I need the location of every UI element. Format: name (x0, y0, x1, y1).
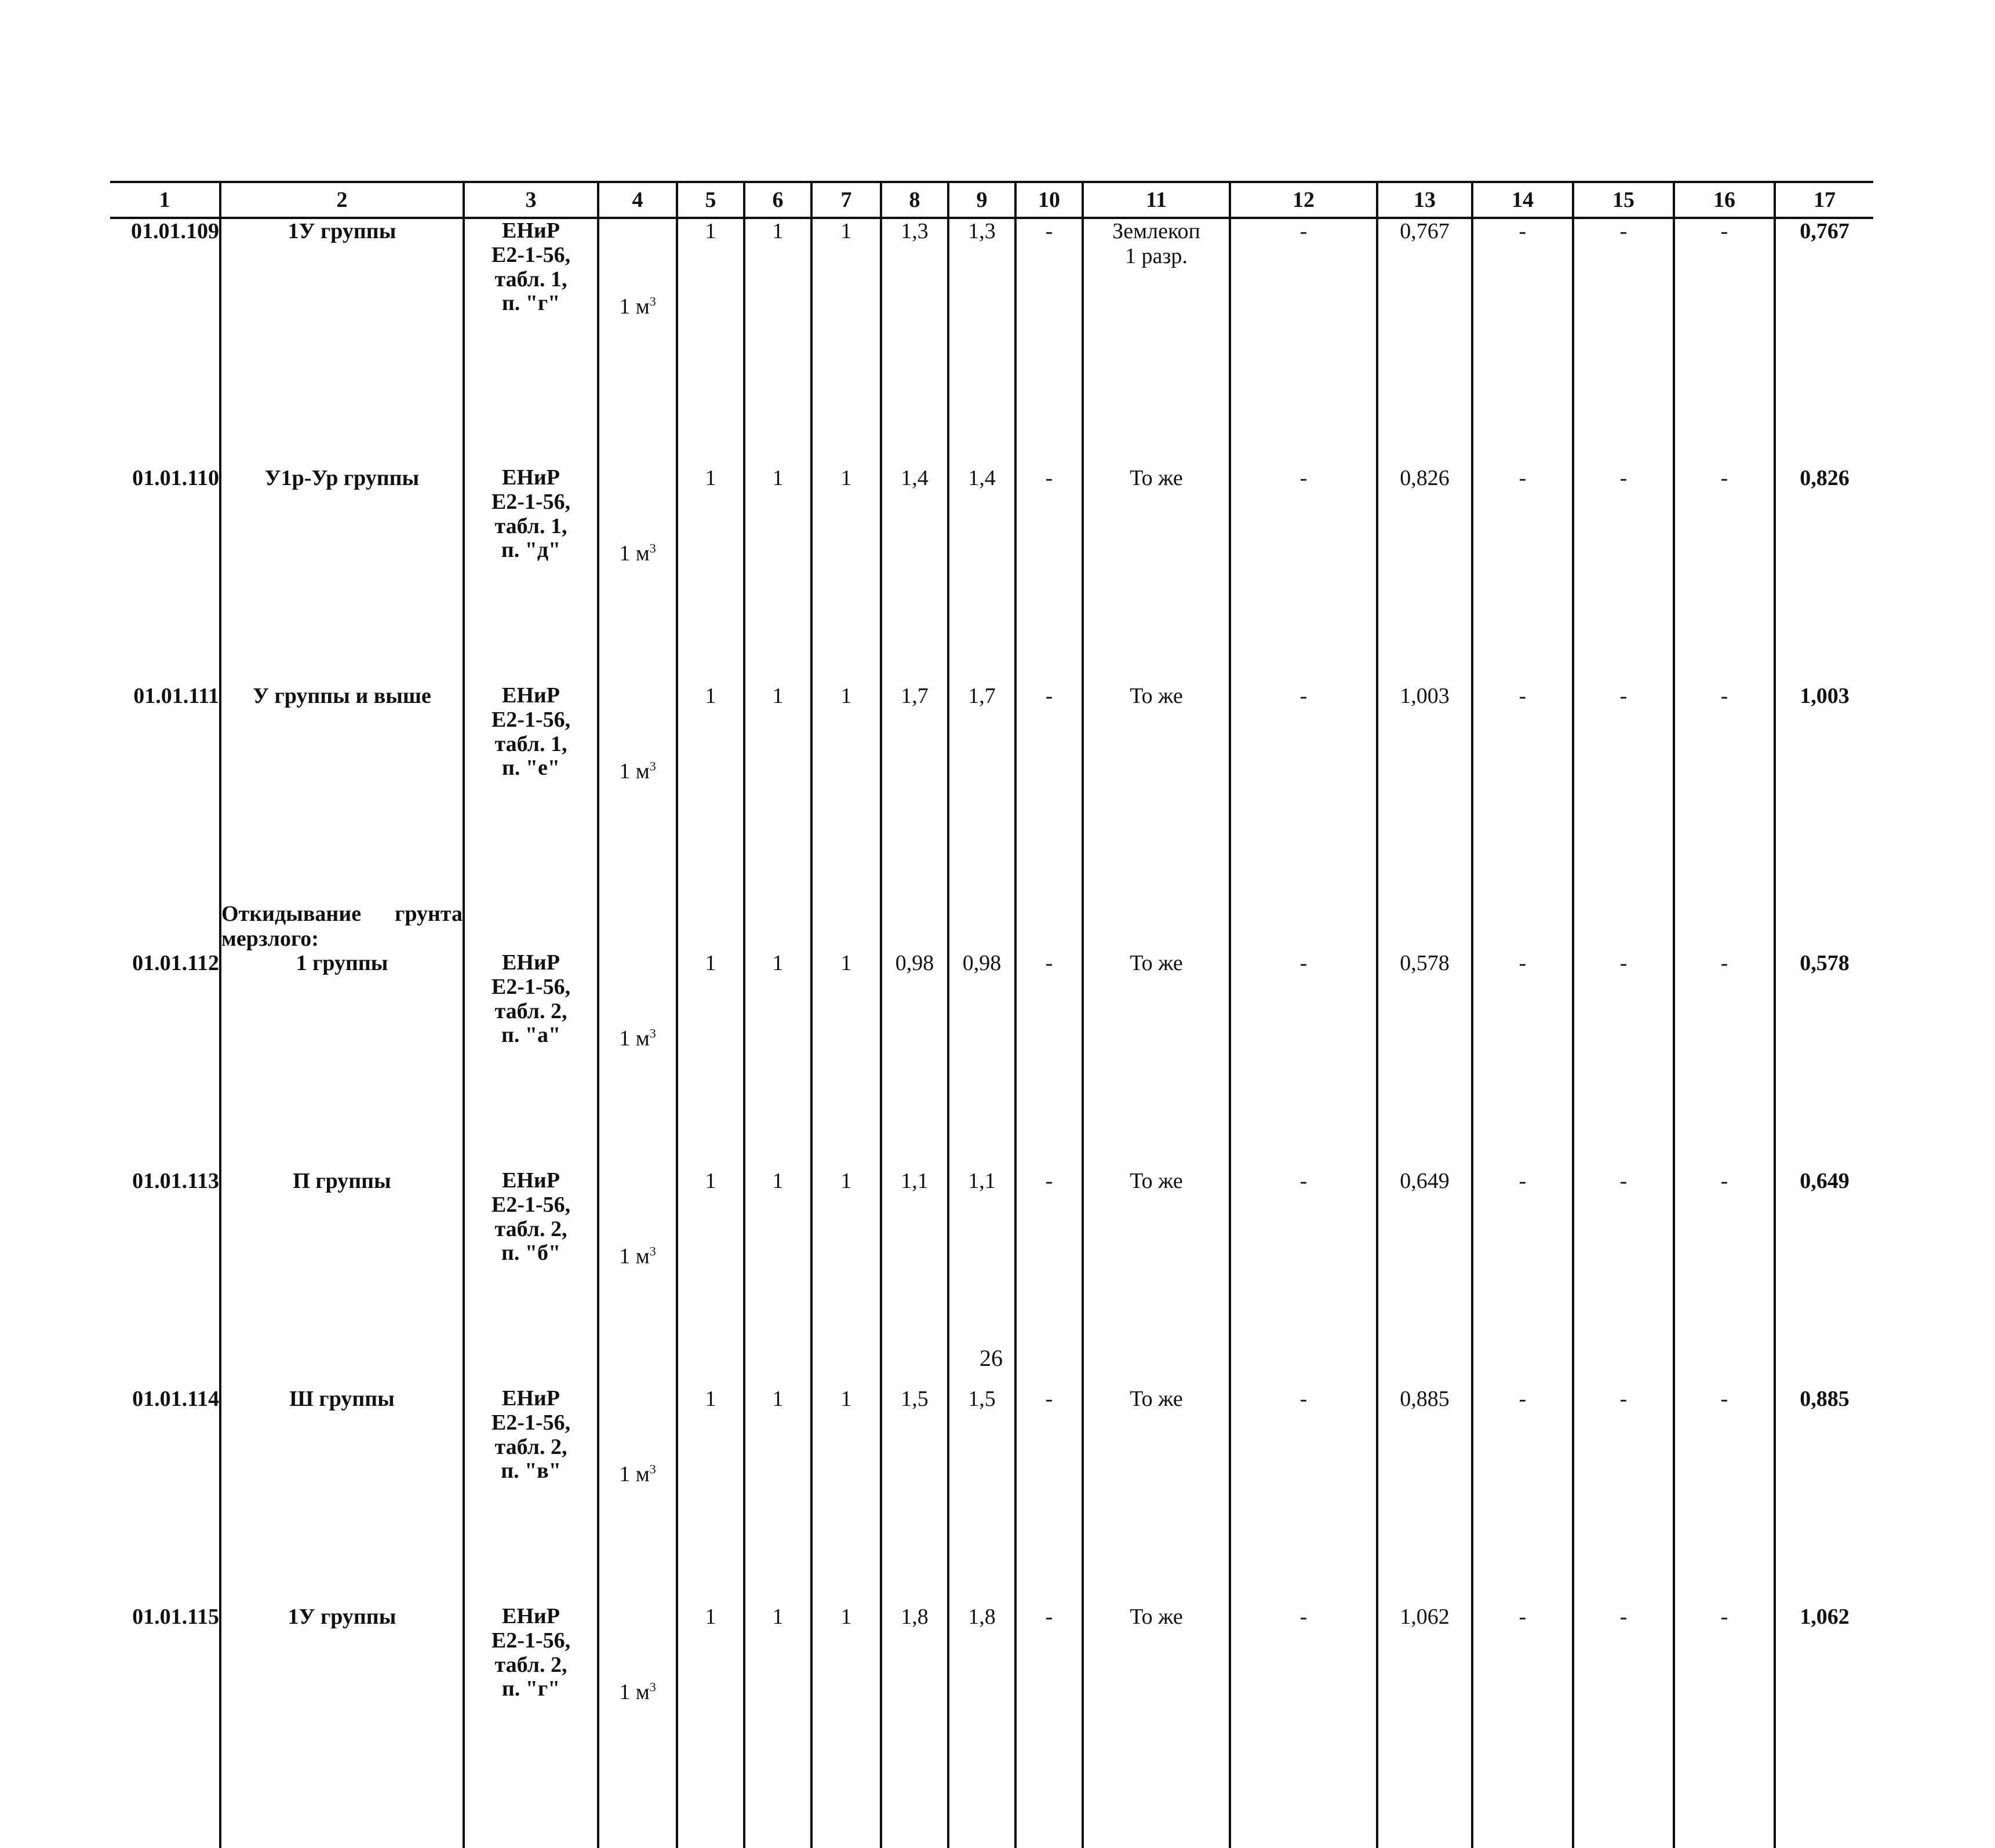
cell-c16: - (1674, 1605, 1775, 1848)
cell-c7: 1 (811, 466, 881, 684)
cell-c10: - (1015, 684, 1083, 902)
col-header-16: 16 (1674, 182, 1775, 218)
cell-line: табл. 2, (494, 1216, 567, 1241)
cell-c16: - (1674, 1169, 1775, 1387)
cell-line: ЕНиР (501, 1386, 560, 1411)
table-cell (1674, 902, 1775, 951)
cell-c13: 0,578 (1377, 951, 1472, 1169)
col-header-12: 12 (1230, 182, 1377, 218)
cell-c15: - (1573, 684, 1674, 902)
cell-line: То же (1130, 1605, 1183, 1630)
cell-line: Е2-1-56, (491, 242, 571, 267)
col-header-1: 1 (110, 182, 220, 218)
cell-c10: - (1015, 951, 1083, 1169)
col-header-5: 5 (677, 182, 744, 218)
cell-c5: 1 (677, 1169, 744, 1387)
table-cell (948, 902, 1015, 951)
table-cell (464, 902, 598, 951)
col-header-14: 14 (1472, 182, 1573, 218)
table-cell (110, 902, 220, 951)
table-cell (677, 902, 744, 951)
cell-c6: 1 (744, 466, 811, 684)
cell-c12: - (1230, 466, 1377, 684)
unit-exponent: 3 (649, 294, 656, 309)
cell-c12: - (1230, 1387, 1377, 1605)
cell-line: табл. 2, (494, 998, 567, 1023)
unit-exponent: 3 (649, 1679, 656, 1694)
cell-line: п. "г" (501, 1676, 560, 1701)
col-header-7: 7 (811, 182, 881, 218)
cell-c7: 1 (811, 1169, 881, 1387)
row-code: 01.01.112 (132, 951, 219, 976)
table-cell (1573, 902, 1674, 951)
cell-c17: 0,767 (1775, 218, 1873, 466)
cell-c9: 0,98 (948, 951, 1015, 1169)
table-cell (1083, 902, 1230, 951)
cell-c17: 0,826 (1775, 466, 1873, 684)
cell-c5: 1 (677, 951, 744, 1169)
unit-text: 1 м (619, 1462, 650, 1487)
cell-line: То же (1130, 1387, 1183, 1412)
table-cell (881, 902, 948, 951)
cell-c8: 1,8 (881, 1605, 948, 1848)
cell-c8: 1,3 (881, 218, 948, 466)
table-cell (744, 902, 811, 951)
row-worker (1083, 1387, 1230, 1605)
cell-c12: - (1230, 1605, 1377, 1848)
unit-text: 1 м (619, 759, 650, 783)
row-unit (598, 1169, 677, 1387)
cell-c13: 0,649 (1377, 1169, 1472, 1387)
cell-line: Е2-1-56, (491, 707, 571, 732)
cell-c10: - (1015, 1387, 1083, 1605)
unit-text: 1 м (619, 1026, 650, 1051)
cell-line: табл. 2, (494, 1652, 567, 1677)
cell-line: табл. 1, (494, 731, 567, 756)
row-reference (464, 466, 598, 684)
row-name: 1 группы (220, 951, 464, 1169)
cell-line: ЕНиР (501, 683, 560, 708)
cell-c5: 1 (677, 466, 744, 684)
cell-line: ЕНиР (501, 465, 560, 490)
row-name: У1р-Ур группы (220, 466, 464, 684)
table-cell (1775, 902, 1873, 951)
row-reference (464, 951, 598, 1169)
cell-c12: - (1230, 1169, 1377, 1387)
table-row (110, 1387, 1873, 1605)
unit-exponent: 3 (649, 541, 656, 556)
cell-line: п. "д" (501, 538, 561, 563)
row-worker (1083, 951, 1230, 1169)
row-name: П группы (220, 1169, 464, 1387)
table-body (110, 218, 1873, 1848)
table-row (110, 951, 1873, 1169)
cell-c14: - (1472, 1387, 1573, 1605)
cell-line: Е2-1-56, (491, 489, 571, 514)
cell-line: табл. 1, (494, 513, 567, 538)
section-heading-line1: Откидывание грунта (221, 902, 463, 926)
cell-c8: 1,5 (881, 1387, 948, 1605)
row-worker (1083, 1169, 1230, 1387)
cell-c16: - (1674, 218, 1775, 466)
cell-c10: - (1015, 218, 1083, 466)
cell-c9: 1,4 (948, 466, 1015, 684)
cell-c13: 1,003 (1377, 684, 1472, 902)
cell-c6: 1 (744, 1605, 811, 1848)
cell-c12: - (1230, 218, 1377, 466)
cell-line: п. "е" (502, 756, 560, 781)
unit-exponent: 3 (649, 1026, 656, 1041)
cell-line: ЕНиР (501, 1604, 560, 1629)
cell-c9: 1,7 (948, 684, 1015, 902)
section-heading-line2: мерзлого: (221, 926, 319, 951)
row-code: 01.01.114 (132, 1387, 219, 1412)
row-code: 01.01.111 (133, 684, 219, 708)
row-reference (464, 1387, 598, 1605)
cell-c5: 1 (677, 1387, 744, 1605)
cell-line: ЕНиР (501, 218, 560, 243)
cell-line: Землекоп (1112, 219, 1200, 243)
cell-c6: 1 (744, 1387, 811, 1605)
row-worker (1083, 466, 1230, 684)
cell-c13: 1,062 (1377, 1605, 1472, 1848)
cell-c9: 1,8 (948, 1605, 1015, 1848)
cell-c14: - (1472, 1169, 1573, 1387)
cell-c14: - (1472, 951, 1573, 1169)
row-code: 01.01.110 (132, 466, 219, 490)
col-header-2: 2 (220, 182, 464, 218)
cell-c17: 0,649 (1775, 1169, 1873, 1387)
section-heading-row (110, 902, 1873, 951)
cell-c6: 1 (744, 218, 811, 466)
col-header-9: 9 (948, 182, 1015, 218)
col-header-10: 10 (1015, 182, 1083, 218)
cell-line: п. "а" (501, 1023, 561, 1048)
cell-c10: - (1015, 466, 1083, 684)
unit-text: 1 м (619, 1680, 650, 1705)
header-row (110, 182, 1873, 218)
cell-c7: 1 (811, 218, 881, 466)
section-heading (220, 902, 464, 951)
cell-c15: - (1573, 1605, 1674, 1848)
cell-c6: 1 (744, 1169, 811, 1387)
row-reference (464, 1605, 598, 1848)
cell-line: 1 разр. (1125, 243, 1188, 268)
row-unit (598, 1387, 677, 1605)
cell-c9: 1,3 (948, 218, 1015, 466)
unit-exponent: 3 (649, 759, 656, 774)
col-header-17: 17 (1775, 182, 1873, 218)
row-reference (464, 1169, 598, 1387)
cell-c16: - (1674, 684, 1775, 902)
cell-line: То же (1130, 684, 1183, 708)
cell-line: Е2-1-56, (491, 1192, 571, 1217)
row-worker (1083, 218, 1230, 466)
col-header-13: 13 (1377, 182, 1472, 218)
row-unit (598, 1605, 677, 1848)
table-row (110, 684, 1873, 902)
cell-c6: 1 (744, 684, 811, 902)
unit-text: 1 м (619, 294, 650, 319)
cell-line: То же (1130, 951, 1183, 976)
row-name: У группы и выше (220, 684, 464, 902)
cell-c7: 1 (811, 1605, 881, 1848)
cell-c17: 0,885 (1775, 1387, 1873, 1605)
cell-c13: 0,885 (1377, 1387, 1472, 1605)
cell-c7: 1 (811, 951, 881, 1169)
cell-c14: - (1472, 218, 1573, 466)
cell-c8: 1,1 (881, 1169, 948, 1387)
cell-line: ЕНиР (501, 1168, 560, 1193)
cell-c15: - (1573, 951, 1674, 1169)
cell-c16: - (1674, 1387, 1775, 1605)
col-header-8: 8 (881, 182, 948, 218)
cell-c16: - (1674, 466, 1775, 684)
cell-c15: - (1573, 466, 1674, 684)
cell-c9: 1,5 (948, 1387, 1015, 1605)
cell-c15: - (1573, 1169, 1674, 1387)
row-code: 01.01.115 (132, 1605, 219, 1630)
cell-line: Е2-1-56, (491, 974, 571, 999)
cell-line: ЕНиР (501, 950, 560, 975)
cell-c17: 0,578 (1775, 951, 1873, 1169)
cell-line: Е2-1-56, (491, 1628, 571, 1653)
cell-line: табл. 2, (494, 1434, 567, 1459)
cell-line: п. "г" (501, 291, 560, 316)
row-code: 01.01.113 (132, 1169, 219, 1194)
cell-c6: 1 (744, 951, 811, 1169)
col-header-3: 3 (464, 182, 598, 218)
norms-table (110, 181, 1873, 1848)
table-cell (1377, 902, 1472, 951)
table-row (110, 466, 1873, 684)
cell-c9: 1,1 (948, 1169, 1015, 1387)
cell-c17: 1,003 (1775, 684, 1873, 902)
cell-c15: - (1573, 1387, 1674, 1605)
cell-c12: - (1230, 951, 1377, 1169)
table-cell (1230, 902, 1377, 951)
row-reference (464, 218, 598, 466)
row-name: 1У группы (220, 1605, 464, 1848)
cell-c16: - (1674, 951, 1775, 1169)
cell-c14: - (1472, 684, 1573, 902)
col-header-11: 11 (1083, 182, 1230, 218)
cell-line: табл. 1, (494, 267, 567, 291)
col-header-4: 4 (598, 182, 677, 218)
cell-c10: - (1015, 1605, 1083, 1848)
cell-line: Е2-1-56, (491, 1410, 571, 1435)
table-cell (1015, 902, 1083, 951)
cell-c8: 0,98 (881, 951, 948, 1169)
cell-c5: 1 (677, 1605, 744, 1848)
table-row (110, 218, 1873, 466)
row-code: 01.01.109 (131, 219, 219, 243)
cell-c7: 1 (811, 684, 881, 902)
page-number: 26 (980, 1345, 1003, 1371)
row-reference (464, 684, 598, 902)
cell-c13: 0,826 (1377, 466, 1472, 684)
cell-c8: 1,4 (881, 466, 948, 684)
cell-c10: - (1015, 1169, 1083, 1387)
row-worker (1083, 1605, 1230, 1848)
row-unit (598, 218, 677, 466)
row-name: 1У группы (220, 218, 464, 466)
table-cell (598, 902, 677, 951)
row-worker (1083, 684, 1230, 902)
col-header-15: 15 (1573, 182, 1674, 218)
cell-c5: 1 (677, 684, 744, 902)
unit-text: 1 м (619, 1244, 650, 1269)
row-name: Ш группы (220, 1387, 464, 1605)
row-unit (598, 684, 677, 902)
cell-line: п. "в" (501, 1459, 561, 1483)
cell-c17: 1,062 (1775, 1605, 1873, 1848)
table-row (110, 1605, 1873, 1848)
unit-text: 1 м (619, 541, 650, 566)
cell-c14: - (1472, 1605, 1573, 1848)
cell-line: То же (1130, 466, 1183, 490)
cell-c7: 1 (811, 1387, 881, 1605)
cell-c13: 0,767 (1377, 218, 1472, 466)
cell-c15: - (1573, 218, 1674, 466)
table-cell (811, 902, 881, 951)
row-unit (598, 466, 677, 684)
col-header-6: 6 (744, 182, 811, 218)
cell-c12: - (1230, 684, 1377, 902)
unit-exponent: 3 (649, 1461, 656, 1477)
cell-c8: 1,7 (881, 684, 948, 902)
row-unit (598, 951, 677, 1169)
cell-line: п. "б" (501, 1241, 561, 1266)
cell-c14: - (1472, 466, 1573, 684)
unit-exponent: 3 (649, 1244, 656, 1259)
table-cell (1472, 902, 1573, 951)
cell-c5: 1 (677, 218, 744, 466)
cell-line: То же (1130, 1169, 1183, 1194)
